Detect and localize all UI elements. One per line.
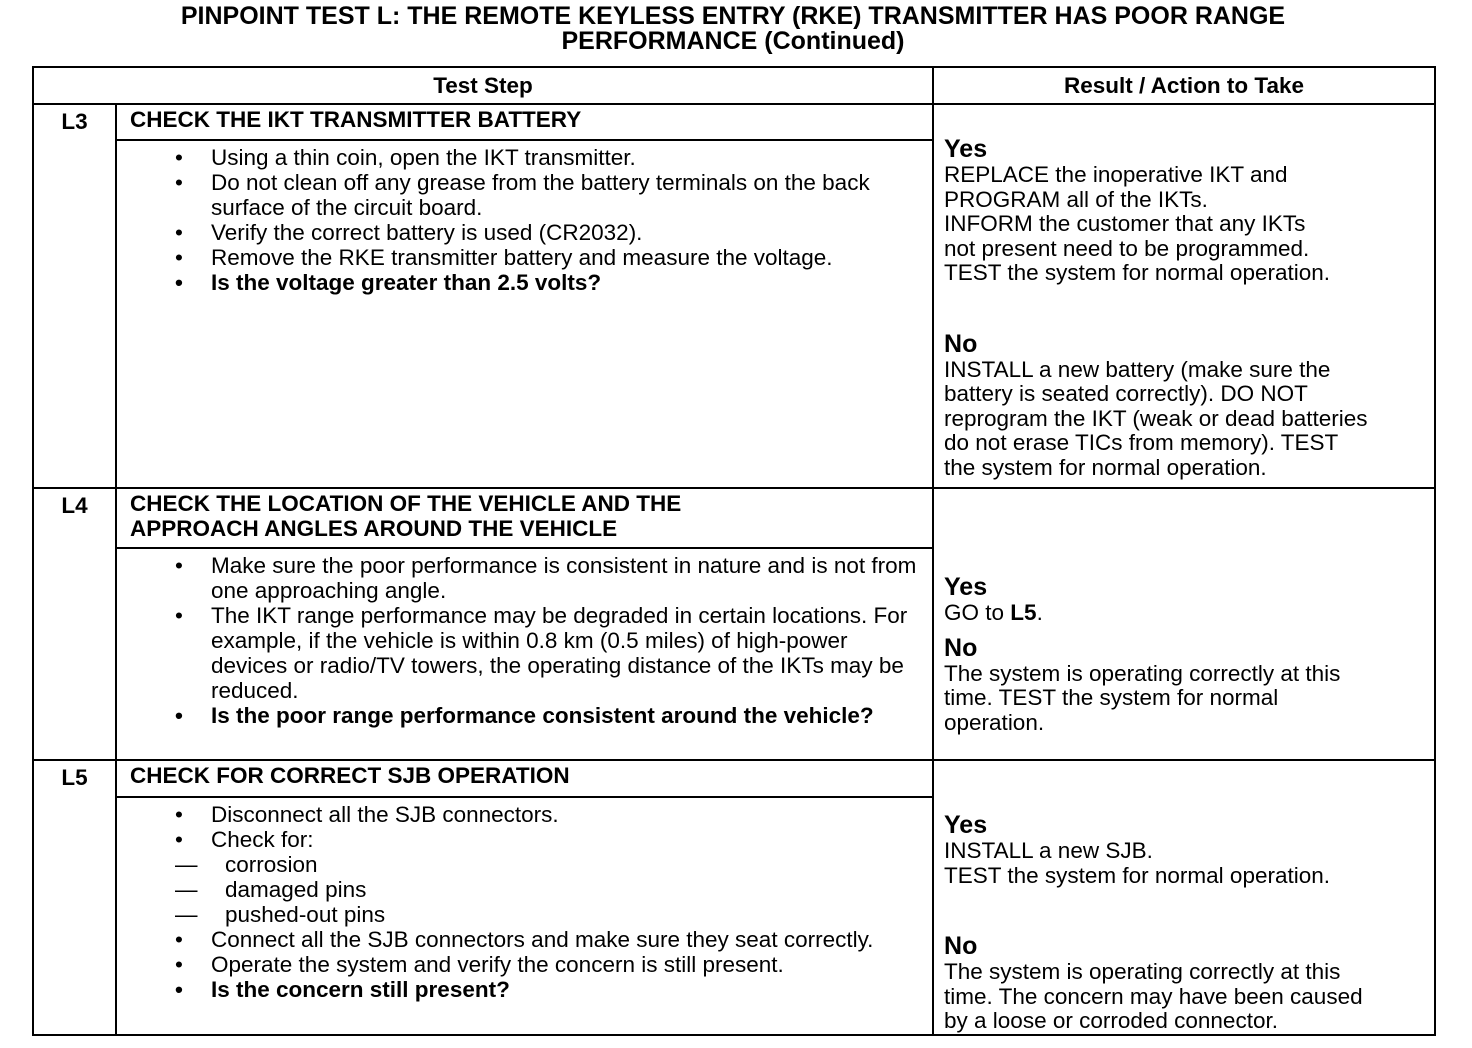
list-item: • Using a thin coin, open the IKT transmitter. [175, 145, 636, 170]
no-label: No [944, 932, 978, 960]
sub-item: — corrosion [175, 851, 318, 877]
no-action-l4: The system is operating correctly at this time. TEST the system for normal operation. [944, 660, 1341, 735]
page-title [0, 4, 1466, 54]
no-label: No [944, 329, 978, 358]
step-ref-l5[interactable]: L5 [1010, 600, 1037, 625]
yes-label: Yes [944, 573, 988, 601]
no-action-l5: The system is operating correctly at this time. The concern may have been caused by a loose or corroded connector. [944, 959, 1363, 1033]
result-l5 [933, 760, 1435, 1035]
step-body-l5 [116, 797, 933, 1035]
result-l4 [933, 488, 1435, 760]
yes-label: Yes [944, 135, 988, 163]
result-l3 [933, 104, 1435, 488]
list-item: • Remove the RKE transmitter battery and measure the voltage. [175, 245, 833, 270]
step-l5-title-row [33, 760, 1435, 797]
list-item: • The IKT range performance may be degraded in certain locations. For example, if the vehicle is within 0.8 km (0.5 miles) of high-power devices or radio/TV towers, the operating distance of the IKTs may be reduced. [175, 603, 908, 703]
sub-item: — damaged pins [175, 876, 367, 902]
sub-item: — pushed-out pins [175, 901, 386, 927]
pinpoint-test-table [32, 66, 1436, 1036]
list-item: • Check for: — corrosion — damaged pins — pushed-out pins [211, 827, 922, 927]
question-l4: • Is the poor range performance consistent around the vehicle? [175, 703, 874, 728]
yes-action-l3: REPLACE the inoperative IKT and PROGRAM all of the IKTs. INFORM the customer that any IKTs not present need to be programmed. TEST the system for normal operation. [944, 162, 1331, 285]
question-l5: • Is the concern still present? [175, 976, 510, 1002]
step-l3-title-row [33, 104, 1435, 140]
step-code-l3: L3 [33, 104, 116, 488]
header-test-step: Test Step [33, 67, 933, 104]
step-code-l4: L4 [33, 488, 116, 760]
step-body-l3 [116, 140, 933, 488]
header-row [33, 67, 1435, 104]
title-line-2: PERFORMANCE (Continued) [561, 27, 905, 55]
header-result: Result / Action to Take [933, 67, 1435, 104]
step-title-l4: CHECK THE LOCATION OF THE VEHICLE AND THE APPROACH ANGLES AROUND THE VEHICLE [116, 488, 933, 548]
step-code-l5: L5 [33, 760, 116, 1035]
no-action-l3: INSTALL a new battery (make sure the battery is seated correctly). DO NOT reprogram the IKT (weak or dead batteries do not erase TICs from memory). TEST the system for normal operation. [944, 356, 1368, 480]
list-item: • Operate the system and verify the concern is still present. [175, 951, 784, 977]
step-title-l3: CHECK THE IKT TRANSMITTER BATTERY [116, 104, 933, 140]
yes-label: Yes [944, 811, 988, 839]
list-item: • Make sure the poor performance is consistent in nature and is not from one approaching angle. [175, 553, 917, 603]
no-label: No [944, 633, 978, 662]
yes-action-l4: GO to L5. [944, 600, 1043, 625]
step-l4-title-row [33, 488, 1435, 548]
title-line-1: PINPOINT TEST L: THE REMOTE KEYLESS ENTRY (RKE) TRANSMITTER HAS POOR RANGE [180, 2, 1286, 30]
step-title-l5: CHECK FOR CORRECT SJB OPERATION [116, 760, 933, 797]
list-item: • Verify the correct battery is used (CR2032). [175, 220, 643, 245]
list-item: • Do not clean off any grease from the battery terminals on the back surface of the circuit board. [175, 170, 870, 220]
list-item: • Disconnect all the SJB connectors. [175, 801, 559, 827]
question-l3: • Is the voltage greater than 2.5 volts? [175, 270, 602, 295]
yes-action-l5: INSTALL a new SJB. TEST the system for normal operation. [944, 838, 1331, 888]
step-body-l4 [116, 548, 933, 760]
list-item: • Connect all the SJB connectors and make sure they seat correctly. [175, 926, 874, 952]
